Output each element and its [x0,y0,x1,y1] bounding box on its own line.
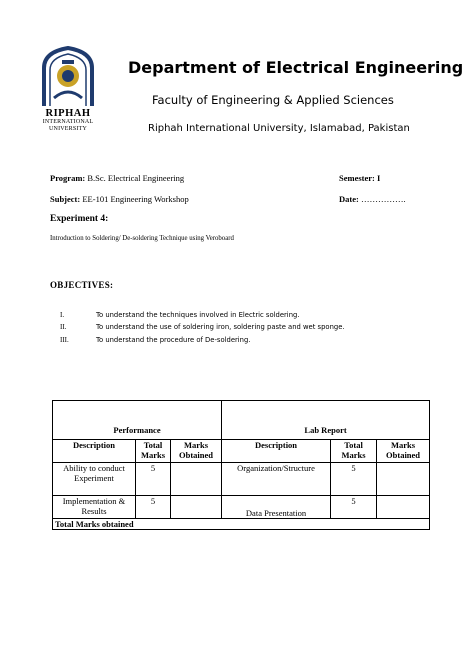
lab-description-cell: Organization/Structure [222,463,331,496]
perf-obtained-cell[interactable] [171,463,222,496]
lab-total-cell: 5 [331,496,377,519]
program-value: B.Sc. Electrical Engineering [85,173,185,183]
lab-obtained-cell[interactable] [377,496,430,519]
department-title: Department of Electrical Engineering [128,58,464,77]
experiment-title: Experiment 4: [50,214,109,224]
date-label: Date: [339,194,359,204]
lab-obtained-cell[interactable] [377,463,430,496]
objective-number: III. [60,336,69,344]
table-row [53,496,430,519]
lab-total-marks-header: Total Marks [331,440,377,463]
perf-marks-obtained-header: Marks Obtained [171,440,222,463]
perf-description-cell: Ability to conduct Experiment [53,463,136,496]
table-row [53,463,430,496]
date-value: ……………. [358,194,406,204]
lab-marks-obtained-header: Marks Obtained [377,440,430,463]
program-line [50,173,184,183]
marks-table [52,400,430,530]
objective-number: II. [60,323,67,331]
lab-total-cell: 5 [331,463,377,496]
experiment-description: Introduction to Soldering/ De-soldering Technique using Veroboard [50,235,234,242]
perf-description-header: Description [53,440,136,463]
objective-text: To understand the procedure of De-soldering. [96,336,251,344]
logo-text-university: UNIVERSITY [49,126,87,132]
total-marks-obtained: Total Marks obtained [53,519,430,530]
program-label: Program: [50,173,86,183]
objective-item [50,311,299,319]
university-address: Riphah International University, Islamabad, Pakistan [148,123,410,134]
perf-description-cell: Implementation & Results [53,496,136,519]
lab-description-header: Description [222,440,331,463]
date-line [339,194,406,204]
subject-label: Subject: [50,194,81,204]
logo-text-international: INTERNATIONAL [42,119,94,125]
crest-icon [36,46,100,108]
semester-line [339,173,380,183]
logo-text-riphah: RIPHAH [45,108,91,119]
lab-report-header: Lab Report [222,401,430,440]
perf-total-cell: 5 [136,463,171,496]
university-logo [26,46,110,140]
semester-label: Semester: I [339,173,381,183]
perf-obtained-cell[interactable] [171,496,222,519]
objectives-title: OBJECTIVES: [50,280,114,290]
perf-total-marks-header: Total Marks [136,440,171,463]
objective-item [50,336,250,344]
subject-line [50,194,189,204]
objective-text: To understand the use of soldering iron, soldering paste and wet sponge. [96,323,345,331]
perf-total-cell: 5 [136,496,171,519]
objective-text: To understand the techniques involved in Electric soldering. [96,311,300,319]
performance-header: Performance [53,401,222,440]
faculty-title: Faculty of Engineering & Applied Sciences [152,93,394,107]
objective-number: I. [60,311,65,319]
lab-description-cell: Data Presentation [222,496,331,519]
objective-item [50,323,345,331]
subject-value: EE-101 Engineering Workshop [80,194,189,204]
